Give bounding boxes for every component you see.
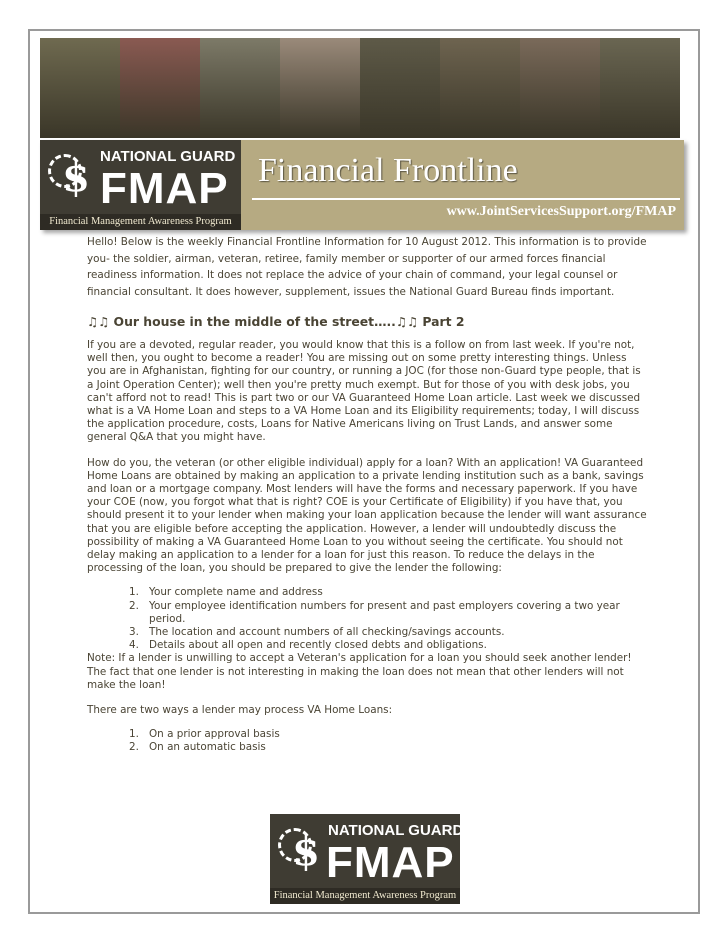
logo-subtitle: Financial Management Awareness Program	[270, 888, 460, 904]
intro-paragraph: Hello! Below is the weekly Financial Frontline Information for 10 August 2012. This information is to provide you- the soldier, airman, veteran, retiree, family member or supporter of our armed forces financial readiness information. It does not replace the advice of your chain of command, your legal counsel or financial consultant. It does however, supplement, issues the National Guard Bureau finds important.	[87, 236, 647, 298]
list-item: 1. On a prior approval basis	[129, 728, 280, 741]
website-url: www.JointServicesSupport.org/FMAP	[446, 204, 676, 219]
processing-methods-list	[87, 728, 647, 754]
photo-banner	[40, 38, 680, 138]
soldier-with-daughter-photo	[440, 38, 520, 138]
header-bar	[40, 140, 684, 230]
newsletter-title: Financial Frontline	[258, 152, 518, 189]
section-heading: ♫♫ Our house in the middle of the street…..♫♫ Part 2	[87, 314, 465, 329]
fmap-logo	[40, 140, 241, 230]
logo-national-guard-text: NATIONAL GUARD	[328, 822, 464, 839]
logo-subtitle: Financial Management Awareness Program	[40, 214, 241, 230]
paragraph-application: How do you, the veteran (or other eligible individual) apply for a loan? With an application! VA Guaranteed Home Loans are obtained by making an application to a private lending institution such as a bank, savings and loan or a mortgage company. Most lenders will have the forms and necessary paperwork. If you have your COE (now, you forgot what that is right? COE is your Certificate of Eligibility) if you have that, you should present it to your lender when making your loan application because the lender will want assurance that you are eligible before accepting the application. However, a lender will undoubtedly discuss the possibility of making a VA Guaranteed Home Loan to you without seeing the certificate. You should not delay making an application to a lender for a loan for just this reason. To reduce the delays in the processing of the loan, you should be prepared to give the lender the following:	[87, 456, 647, 575]
list-item: 1. Your complete name and address	[129, 586, 323, 599]
paragraph-follow-on: If you are a devoted, regular reader, you would know that this is a follow on from last week. If you're not, well then, you ought to become a reader! You are missing out on some pretty interesting things. Unless you are in Afghanistan, fighting for our country, or running a JOC (for those non-Guard type people, that is a Joint Operation Center); well then you're pretty much exempt. But for those of you with desk jobs, you can't afford not to read! This is part two or our VA Guaranteed Home Loan article. Last week we discussed what is a VA Home Loan and steps to a VA Home Loan and its Eligibility requirements; today, I will discuss the application procedure, costs, Loans for Native Americans living on Trust Lands, and answer some general Q&A that you might have.	[87, 339, 641, 444]
article-body	[87, 234, 647, 755]
list-item: 3. The location and account numbers of all checking/savings accounts.	[129, 626, 505, 639]
soldiers-formation-photo	[200, 38, 280, 138]
child-with-flag-photo	[120, 38, 200, 138]
logo-national-guard-text: NATIONAL GUARD	[100, 148, 236, 165]
list-item: 2. Your employee identification numbers for present and past employers covering a two year period.	[129, 599, 620, 625]
paragraph-processing: There are two ways a lender may process VA Home Loans:	[87, 704, 393, 717]
note-paragraph: Note: If a lender is unwilling to accept a Veteran's application for a loan you should seek another lender! The fact that one lender is not interesting in making the loan does not mean that other lenders will not make the loan!	[87, 652, 632, 691]
welcome-home-sign-photo	[280, 38, 360, 138]
application-requirements-list	[87, 586, 647, 652]
soldiers-standing-photo	[600, 38, 680, 138]
list-item: 4. Details about all open and recently closed debts and obligations.	[129, 639, 487, 652]
soldier-with-child-photo	[40, 38, 120, 138]
logo-fmap-text: FMAP	[100, 164, 229, 213]
logo-fmap-text: FMAP	[326, 838, 455, 887]
fmap-logo-footer	[270, 814, 464, 904]
dollar-icon: $	[62, 154, 90, 201]
header-divider	[252, 198, 680, 200]
dollar-icon: $	[292, 828, 320, 875]
family-crowd-photo	[520, 38, 600, 138]
list-item: 2. On an automatic basis	[129, 741, 266, 754]
soldier-embrace-photo	[360, 38, 440, 138]
